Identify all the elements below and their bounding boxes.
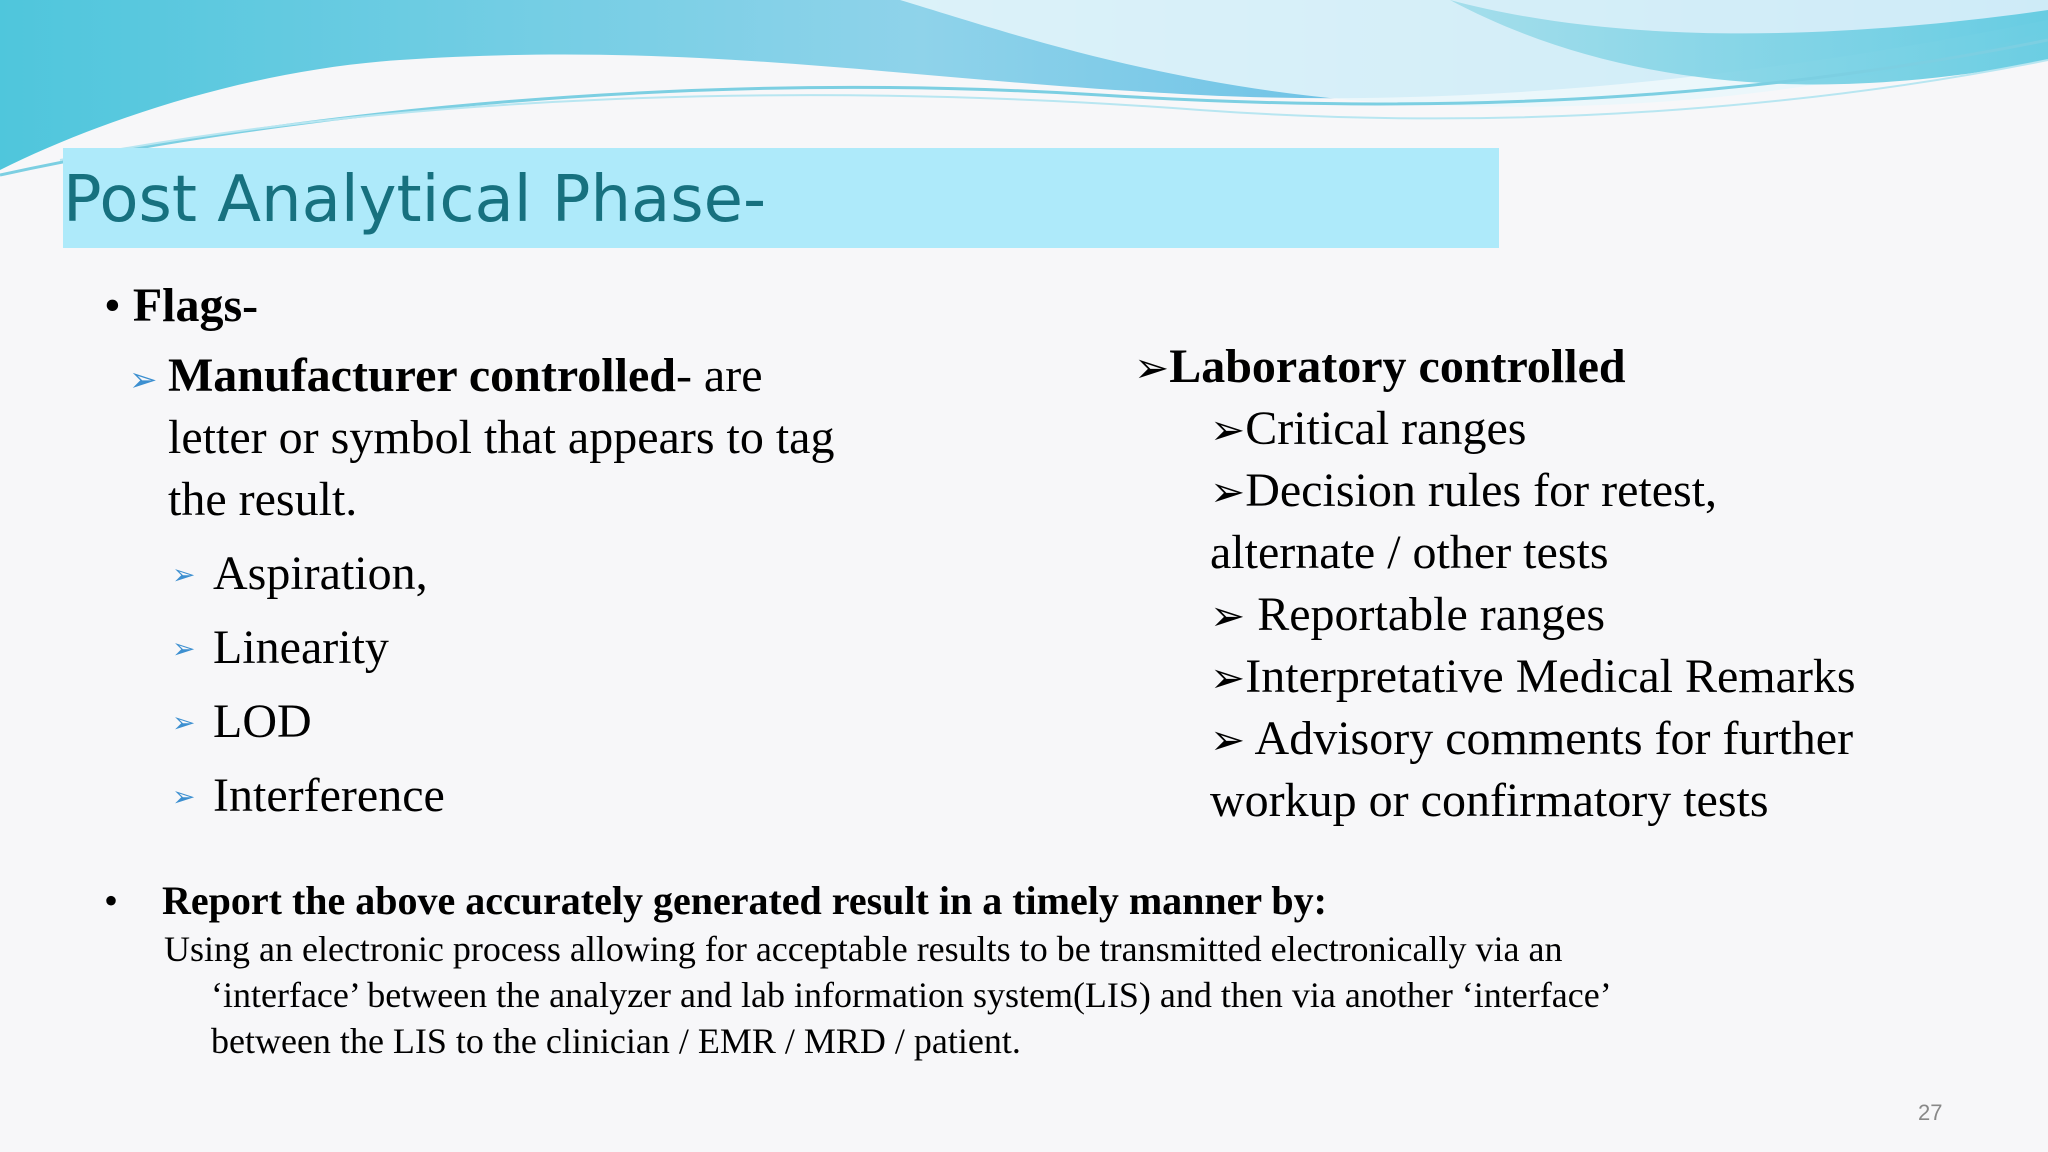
lab-item-text: Critical ranges (1245, 402, 1527, 455)
report-body-line-3: between the LIS to the clinician / EMR / MRD / patient. (211, 1021, 1021, 1061)
lab-item-advisory-comments (1210, 709, 1853, 770)
manufacturer-label: Manufacturer controlled (168, 349, 676, 402)
bullet-icon: • (104, 279, 121, 332)
manufacturer-desc-2: letter or symbol that appears to tag (168, 411, 835, 464)
arrow-icon: ➢ (129, 360, 158, 400)
list-item: LOD (213, 695, 312, 748)
lab-item-decision-rules-cont: alternate / other tests (1210, 526, 1609, 579)
bullet-icon: • (104, 878, 119, 923)
arrow-icon: ➢ (172, 558, 196, 591)
arrow-icon: ➢ (1210, 591, 1246, 640)
arrow-icon: ➢ (172, 632, 196, 665)
arrow-icon: ➢ (1210, 653, 1246, 702)
list-item: Linearity (213, 621, 389, 674)
lab-item-decision-rules (1210, 461, 1717, 522)
manufacturer-desc-3: the result. (168, 473, 358, 526)
lab-item-critical-ranges (1210, 399, 1526, 460)
lab-controlled-heading (1134, 337, 1626, 398)
lab-item-reportable-ranges (1210, 585, 1605, 646)
list-item: Interference (213, 769, 445, 822)
lab-item-text: Reportable ranges (1245, 588, 1606, 641)
arrow-icon: ➢ (172, 706, 196, 739)
report-heading: Report the above accurately generated result in a timely manner by: (162, 878, 1327, 923)
page-number: 27 (1918, 1100, 1943, 1125)
lab-item-text: Interpretative Medical Remarks (1245, 650, 1856, 703)
lab-item-text: Decision rules for retest, (1245, 464, 1718, 517)
arrow-icon: ➢ (1134, 343, 1170, 392)
arrow-icon: ➢ (1210, 467, 1246, 516)
report-body-line-1: Using an electronic process allowing for acceptable results to be transmitted electronically via an (164, 929, 1563, 969)
flags-label: Flags- (132, 279, 259, 332)
manufacturer-desc-1: - are (675, 349, 763, 402)
slide-title: Post Analytical Phase- (63, 163, 767, 237)
lab-item-interpretative-remarks (1210, 647, 1856, 708)
report-body-line-2: ‘interface’ between the analyzer and lab information system(LIS) and then via another ‘interface’ (211, 975, 1612, 1015)
arrow-icon: ➢ (1210, 715, 1246, 764)
manufacturer-line-1 (168, 346, 763, 406)
list-item: Aspiration, (213, 547, 428, 600)
lab-controlled-label: Laboratory controlled (1169, 340, 1626, 393)
lab-item-advisory-comments-cont: workup or confirmatory tests (1210, 774, 1769, 827)
flags-bullet (104, 276, 258, 336)
lab-item-text: Advisory comments for further (1245, 712, 1854, 765)
arrow-icon: ➢ (172, 780, 196, 813)
arrow-icon: ➢ (1210, 405, 1246, 454)
